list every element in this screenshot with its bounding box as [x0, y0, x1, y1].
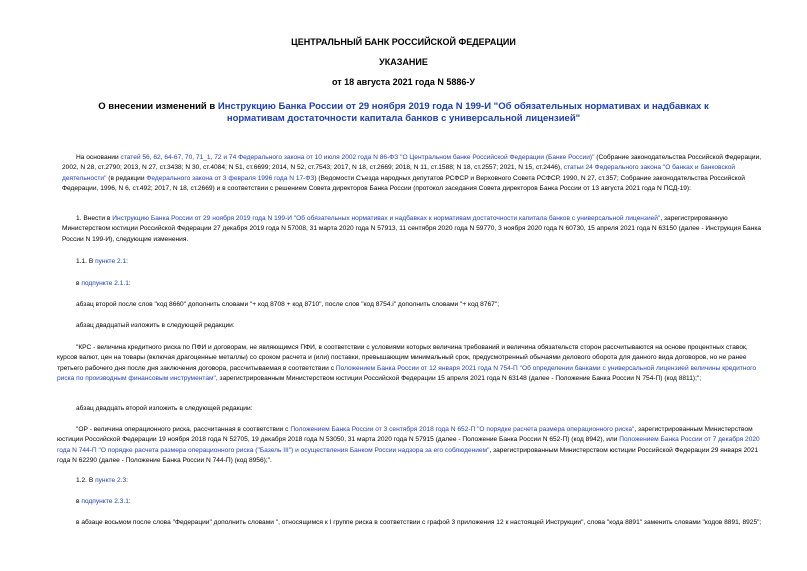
- clause-1-2-colon: :: [126, 477, 128, 484]
- title-prefix: О внесении изменений в: [98, 101, 218, 112]
- paragraph-amend-1: [62, 214, 767, 245]
- bank-name: ЦЕНТРАЛЬНЫЙ БАНК РОССИЙСКОЙ ФЕДЕРАЦИИ: [291, 37, 516, 47]
- paragraph-sub-2-3-1: [62, 497, 767, 507]
- link-subpoint-2-3-1[interactable]: подпункте 2.3.1: [81, 498, 129, 505]
- paragraph-krs-definition: [57, 343, 769, 385]
- clause-1-2-text: 1.2. В: [76, 477, 96, 484]
- link-law-17fz[interactable]: Федерального закона от 3 февраля 1996 года N 17-ФЗ: [146, 174, 315, 182]
- link-instruction-199i[interactable]: Инструкцию Банка России от 29 ноября 2019 года N 199-И "Об обязательных нормативах и надбавках к нормативам достаточности капитала банков с универсальной лицензией": [112, 215, 661, 222]
- or-text-a: "ОР - величина операционного риска, рассчитанная в соответствии с: [76, 426, 291, 433]
- basis-text-a: На основании: [76, 154, 121, 161]
- or-text-c: , зарегистрированным Министерством юстиции Российской Федерации 19 ноября 2018 года N 52705, 19 декабря 2018 года N 53050, 31 марта 2020 года N 57915 (далее - Положение Банка России N 652-П) (код 8942), или: [57, 426, 753, 444]
- sub-2-1-1-colon: :: [128, 280, 131, 287]
- amend-1-text-c: , зарегистрированную Министерством юстиции Российской Федерации 27 декабря 2019 года N 57008, 31 марта 2020 года N 57913, 11 сентября 2020 года N 59770, 3 ноября 2020 года N 60730, 15 апреля 2021 года N 63150 (далее - Инструкция Банка России N 199-И), следующие изменения.: [62, 215, 762, 243]
- link-subpoint-2-1-1[interactable]: подпункте 2.1.1: [81, 280, 129, 287]
- link-regulation-754p[interactable]: Положением Банка России от 12 января 2021 года N 754-П "Об определении банками с универсальной лицензией величины кредитного риска по производным финансовым инструментам": [57, 364, 757, 383]
- document-type: УКАЗАНИЕ: [379, 57, 428, 67]
- paragraph-1-1: [62, 257, 767, 267]
- link-regulation-744p[interactable]: Положением Банка России от 7 декабря 2020 года N 744-П "О порядке расчета размера операционного риска ("Базель III") и осуществления Банком России надзора за его соблюдением": [57, 436, 760, 454]
- sub-2-1-1-text: в: [76, 280, 82, 287]
- basis-text-g: ) (Ведомости Съезда народных депутатов РСФСР и Верховного Совета РСФСР, 1990, N 27, ст.357; Собрание законодательства Российской Федерации, 1996, N 6, ст.492; 2017, N 18, ст.2669) и в соответствии с решением Совета директоров Банка России (протокол заседания Совета директоров Банка России от 13 августа 2021 года N ПСД-19):: [62, 174, 745, 193]
- link-point-2-3[interactable]: пункте 2.3: [95, 477, 127, 484]
- paragraph-basis: [62, 153, 767, 195]
- basis-text-c: (Собрание законодательства Российской Федерации, 2002, N 28, ст.2790; 2013, N 27, ст.3438; N 30, ст.4084; N 51, ст.6699; 2014, N 52, ст.7543; 2017, N 18, ст.2669; 2018, N 11, ст.1588; N 18, ст.2557; 2021, N 15, ст.2446),: [62, 154, 762, 172]
- paragraph-sub-2-1-1: [62, 279, 767, 289]
- sub-2-3-1-colon: :: [128, 498, 131, 505]
- paragraph-1-2: [62, 476, 767, 486]
- title-instruction-link[interactable]: Инструкцию Банка России от 29 ноября 2019 года N 199-И "Об обязательных нормативах и надбавках к нормативам достаточности капитала банков с универсальной лицензией": [217, 101, 709, 124]
- amend-1-text-a: 1. Внести в: [76, 215, 113, 222]
- document-date-number: от 18 августа 2021 года N 5886-У: [331, 77, 476, 87]
- basis-text-e: (в редакции: [106, 174, 147, 182]
- krs-text-c: , зарегистрированным Министерством юстиции Российской Федерации 15 апреля 2021 года N 63148 (далее - Положение Банка России N 754-П) (код 8811);";: [215, 375, 702, 383]
- link-law-banks[interactable]: статьи 24 Федерального закона "О банках и банковской деятельности": [62, 164, 736, 182]
- paragraph-second: абзац второй после слов "код 8660" дополнить словами "+ код 8708 + код 8710", после слов "код 8754.i" дополнить словами "+ код 8767";: [76, 301, 500, 308]
- link-point-2-1[interactable]: пункте 2.1: [95, 258, 127, 265]
- paragraph-twentieth-intro: абзац двадцатый изложить в следующей редакции:: [76, 322, 235, 329]
- link-regulation-652p[interactable]: Положением Банка России от 3 сентября 2018 года N 652-П "О порядке расчета размера операционного риска": [290, 426, 635, 433]
- paragraph-twenty-second-intro: абзац двадцать второй изложить в следующей редакции:: [76, 405, 253, 412]
- krs-text-a: "КРС - величина кредитного риска по ПФИ и договорам, не являющимся ПФИ, в соответствии с условиями которых величина требований и величина обязательств сторон рассчитываются на основе процентных ставок, курсов валют, цен на товары (включая драгоценные металлы) со сроком расчета и (или) поставки, превышающим минимальный срок, предусмотренный обычаями делового оборота для данного вида договоров, но не ранее третьего рабочего дня после дня заключения договора, рассчитываемая в соответствии с: [57, 344, 748, 372]
- sub-2-3-1-text: в: [76, 498, 82, 505]
- link-law-86fz[interactable]: статей 56, 62, 64-67, 70, 71_1, 72 и 74 Федерального закона от 10 июля 2002 года N 86-ФЗ "О Центральном банке Российской Федерации (Банке России)": [120, 154, 595, 161]
- document-title: [90, 101, 717, 125]
- paragraph-or-definition: [57, 425, 769, 467]
- or-text-e: , зарегистрированным Министерством юстиции Российской Федерации 29 января 2021 года N 62290 (далее - Положение Банка России N 744-П) (код 8956);".: [57, 446, 759, 465]
- clause-1-1-colon: :: [126, 258, 128, 265]
- paragraph-eighth: в абзаце восьмом после слова "Федерации" дополнить словами ", относящимся к I группе риска в соответствии с графой 3 приложения 12 к настоящей Инструкции", слова "кода 8891" заменить словами "кодов 8891, 8925";: [76, 519, 762, 526]
- clause-1-1-text: 1.1. В: [76, 258, 96, 265]
